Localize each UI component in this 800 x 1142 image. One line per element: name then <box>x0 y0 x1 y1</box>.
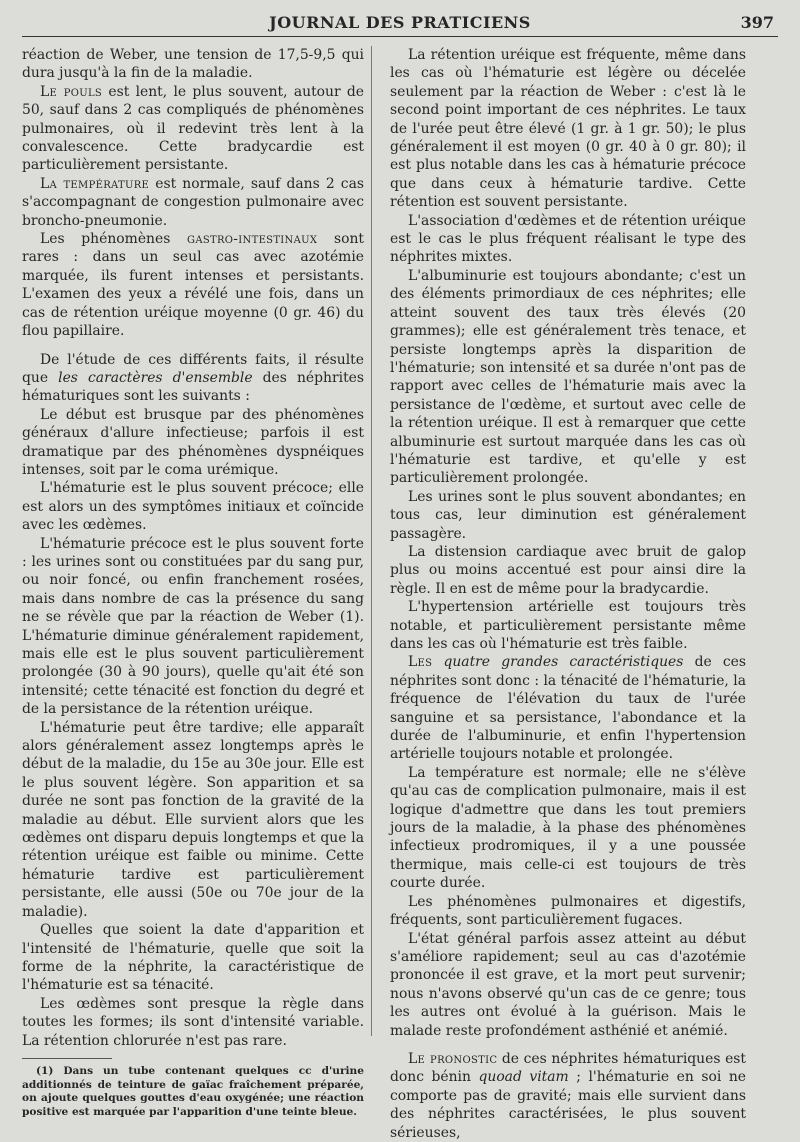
section-lead: Le pronostic <box>408 1050 498 1067</box>
paragraph <box>390 1050 746 1142</box>
paragraph: La distension cardiaque avec bruit de galop plus ou moins accentué est pour ainsi dire la règle. Il en est de même pour la bradycardie. <box>390 543 746 597</box>
paragraph-text: sont rares : dans un seul cas avec azotémie marquée, ils furent intenses et persistants. L'examen des yeux a révélé une fois, dans un cas de rétention uréique moyenne (0 gr. 46) du flou papillaire. <box>22 231 364 340</box>
paragraph: L'hématurie peut être tardive; elle apparaît alors généralement assez longtemps après le début de la maladie, du 15e au 30e jour. Elle est le plus souvent légère. Son apparition et sa durée ne sont pas fonction de la gravité de la maladie au début. Elle survient alors que les œdèmes ont disparu depuis longtemps et que la rétention uréique est faible ou minime. Cette hématurie tardive est particulièrement persistante, elle aussi (50e ou 70e jour de la maladie). <box>22 719 364 920</box>
paragraph: L'hypertension artérielle est toujours très notable, et particulièrement persistante même dans les cas où l'hématurie est très faible. <box>390 599 746 652</box>
paragraph-text: est lent, le plus souvent, autour de 50, sauf dans 2 cas compliqués de phénomènes pulmonaires, où il redevint très lent à la convalescence. Cette bradycardie est particulièrement persistante. <box>22 83 364 174</box>
italic-phrase: quoad vitam <box>478 1069 569 1086</box>
footnote-rule <box>22 1058 112 1059</box>
paragraph <box>22 351 364 406</box>
italic-phrase: quatre grandes caractéristiques <box>432 654 684 671</box>
paragraph: L'association d'œdèmes et de rétention uréique est le cas le plus fréquent réalisant le type des néphrites mixtes. <box>390 212 746 266</box>
paragraph: Quelles que soient la date d'apparition et l'intensité de l'hématurie, quelle que soit la forme de la néphrite, la caractéristique de l'hématurie est sa ténacité. <box>22 922 364 994</box>
paragraph: La rétention uréique est fréquente, même dans les cas où l'hématurie est légère ou décelée seulement par la réaction de Weber : c'est là le second point important de ces néphrites. Le taux de l'urée peut être élevé (1 gr. à 1 gr. 50); le plus généralement il est moyen (0 gr. 40 à 0 gr. 80); il est plus notable dans les cas à hématurie précoce que dans ceux à hématurie tardive. Cette rétention est souvent persistante. <box>390 47 746 211</box>
paragraph-text: Les phénomènes <box>40 231 188 248</box>
paragraph: Le début est brusque par des phénomènes généraux d'allure infectieuse; parfois il est dramatique par des phénomènes dyspnéiques intenses, soit par le coma urémique. <box>22 406 364 478</box>
paragraph: La température est normale; elle ne s'élève qu'au cas de complication pulmonaire, mais il est logique d'admettre que dans les tout premiers jours de la maladie, à la phase des phénomènes infectieux prodromiques, il y a une poussée thermique, mais celle-ci est toujours de très courte durée. <box>390 764 746 892</box>
column-divider <box>371 46 372 1036</box>
paragraph-text: est normale, sauf dans 2 cas s'accompagnant de congestion pulmonaire avec broncho-pneumonie. <box>22 175 364 229</box>
paragraph: L'albuminurie est toujours abondante; c'est un des éléments primordiaux de ces néphrites; elle atteint souvent des taux très élevés (20 grammes); elle est généralement très tenace, et persiste longtemps après la disparition de l'hématurie; son intensité et sa durée n'ont pas de rapport avec celles de l'hématurie mais avec la persistance de l'œdème, et surtout avec celle de la rétention uréique. Il est à remarquer que cette albuminurie est surtout marquée dans les cas où l'hématurie est tardive, et qu'elle y est particulièrement prolongée. <box>390 267 746 487</box>
paragraph-text: de ces néphrites hématuriques est donc bénin <box>390 1050 746 1086</box>
section-lead: Le pouls <box>40 83 103 100</box>
running-title: JOURNAL DES PRATICIENS <box>269 13 531 32</box>
paragraph-text: de ces néphrites sont donc : la ténacité de l'hématurie, la fréquence de l'élévation du taux de l'urée sanguine et sa persistance, l'abondance et la durée de l'albuminurie, et enfin l'hypertension artérielle toujours notable et prolongée. <box>390 654 746 763</box>
paragraph <box>22 230 364 340</box>
section-lead: gastro-intestinaux <box>187 231 318 248</box>
paragraph: Les urines sont le plus souvent abondantes; en tous cas, leur diminution est généralement passagère. <box>390 488 746 542</box>
right-column <box>390 46 746 1142</box>
section-lead: La température <box>40 175 150 192</box>
paragraph: réaction de Weber, une tension de 17,5-9,5 qui dura jusqu'à la fin de la maladie. <box>22 47 364 82</box>
section-lead: Les <box>408 654 433 671</box>
paragraph <box>22 83 364 175</box>
paragraph <box>22 175 364 230</box>
paragraph: Les œdèmes sont presque la règle dans toutes les formes; ils sont d'intensité variable. La rétention chlorurée n'est pas rare. <box>22 995 364 1049</box>
footnote: (1) Dans un tube contenant quelques cc d'urine additionnés de teinture de gaïac fraîchement préparée, on ajoute quelques gouttes d'eau oxygénée; une réaction positive est marquée par l'apparition d'une teinte bleue. <box>22 1064 364 1118</box>
paragraph: Les phénomènes pulmonaires et digestifs, fréquents, sont particulièrement fugaces. <box>390 893 746 929</box>
page-number: 397 <box>740 13 774 32</box>
italic-phrase: les caractères d'ensemble <box>58 369 253 386</box>
paragraph-text: des néphrites hématuriques sont les suivants : <box>22 369 364 405</box>
paragraph-text: ; l'hématurie en soi ne comporte pas de gravité; mais elle survient dans des néphrites caractérisées, le plus souvent sérieuses, <box>390 1069 746 1141</box>
page-header <box>22 6 778 37</box>
paragraph: L'hématurie est le plus souvent précoce; elle est alors un des symptômes initiaux et coïncide avec les œdèmes. <box>22 480 364 534</box>
paragraph <box>390 653 746 763</box>
left-column <box>22 46 364 1119</box>
paragraph-text: De l'étude de ces différents faits, il résulte que <box>22 351 364 386</box>
paragraph: L'état général parfois assez atteint au début s'améliore rapidement; seul au cas d'azotémie prononcée il est grave, et la mort peut survenir; nous n'avons observé qu'un cas de ce genre; tous les autres ont évolué à la guérison. Mais le malade reste profondément asthénié et anémié. <box>390 930 746 1039</box>
paragraph: L'hématurie précoce est le plus souvent forte : les urines sont ou constituées par du sang pur, ou noir foncé, ou enfin franchement rosées, mais dans nombre de cas la présence du sang ne se révèle que par la réaction de Weber (1). L'hématurie diminue généralement rapidement, mais elle est le plus souvent particulièrement prolongée (30 à 90 jours), quelle qu'ait été son intensité; cette ténacité est fonction du degré et de la persistance de la rétention uréique. <box>22 535 364 718</box>
